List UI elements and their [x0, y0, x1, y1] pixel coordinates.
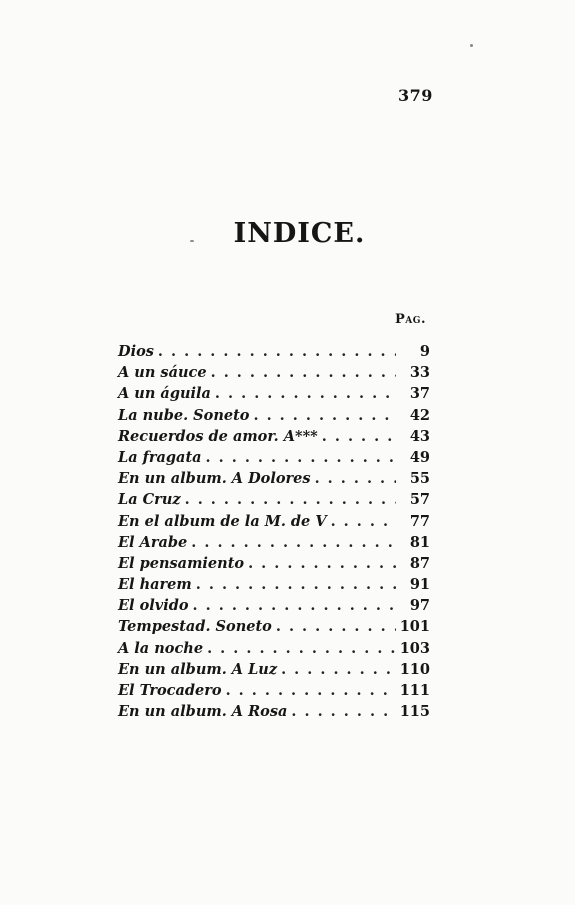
toc-entry [118, 470, 430, 491]
toc-entry-page: 87 [409, 554, 430, 572]
toc-entry-page: 81 [409, 533, 430, 551]
toc-entry [118, 640, 430, 661]
table-of-contents [118, 343, 430, 724]
toc-entry [118, 407, 430, 428]
toc-entry [118, 385, 430, 406]
toc-leader-dots [281, 661, 396, 678]
toc-entry-title: A un águila [118, 385, 211, 403]
toc-entry-title: El Trocadero [118, 682, 222, 699]
toc-entry-page: 91 [409, 576, 430, 594]
toc-leader-dots [211, 364, 396, 381]
toc-leader-dots [196, 576, 396, 593]
toc-entry-title: La fragata [118, 448, 202, 466]
toc-entry [118, 682, 430, 703]
toc-entry [118, 703, 430, 724]
toc-entry-title: El Arabe [118, 533, 188, 551]
page-speck [190, 240, 194, 242]
toc-entry [118, 661, 430, 682]
toc-entry-title: Tempestad. Soneto [118, 618, 272, 636]
page-number: 379 [398, 86, 433, 105]
toc-entry-title: El pensamiento [118, 554, 245, 572]
toc-entry-page: 33 [409, 364, 430, 382]
toc-leader-dots [253, 407, 396, 424]
toc-entry-page: 49 [409, 448, 430, 466]
page-column-header: Pag. [395, 312, 426, 327]
toc-entry-page: 77 [409, 512, 430, 530]
toc-entry-page: 9 [419, 343, 430, 360]
toc-leader-dots [248, 555, 396, 572]
toc-leader-dots [276, 618, 396, 635]
toc-entry-page: 43 [409, 427, 430, 445]
toc-entry-title: A la noche [118, 639, 204, 657]
toc-leader-dots [322, 428, 396, 445]
toc-entry-title: En un album. A Luz [118, 660, 278, 678]
toc-entry-page: 97 [409, 597, 430, 615]
toc-leader-dots [291, 703, 396, 720]
toc-leader-dots [206, 449, 396, 466]
toc-entry [118, 576, 430, 597]
toc-entry-page: 111 [399, 682, 430, 699]
toc-leader-dots [315, 470, 396, 487]
toc-entry [118, 534, 430, 555]
toc-leader-dots [215, 385, 396, 402]
toc-entry-page: 37 [409, 385, 430, 403]
toc-entry-title: El olvido [118, 597, 189, 615]
toc-entry-title: Recuerdos de amor. A*** [118, 427, 318, 445]
toc-entry [118, 343, 430, 364]
toc-entry-page: 55 [409, 470, 430, 488]
toc-leader-dots [191, 534, 396, 551]
toc-leader-dots [185, 491, 396, 508]
toc-entry [118, 491, 430, 512]
toc-entry [118, 555, 430, 576]
toc-entry-title: La Cruz [118, 491, 181, 509]
toc-entry-title: La nube. Soneto [118, 406, 250, 424]
toc-entry [118, 449, 430, 470]
toc-leader-dots [193, 597, 396, 614]
page-speck [470, 44, 473, 47]
toc-entry-title: El harem [118, 576, 192, 594]
toc-entry-page: 115 [399, 703, 430, 721]
toc-entry [118, 618, 430, 639]
toc-leader-dots [331, 513, 396, 530]
toc-entry-page: 57 [409, 491, 430, 509]
toc-leader-dots [207, 640, 396, 657]
toc-entry-page: 42 [409, 406, 430, 424]
toc-entry [118, 364, 430, 385]
toc-entry-title: A un sáuce [118, 364, 207, 382]
toc-entry-title: Dios [118, 343, 154, 360]
toc-entry [118, 597, 430, 618]
toc-entry-page: 103 [399, 639, 430, 657]
toc-entry-title: En un album. A Dolores [118, 470, 311, 488]
toc-leader-dots [226, 682, 396, 699]
toc-entry-page: 110 [399, 660, 430, 678]
toc-entry-title: En el album de la M. de V [118, 512, 327, 530]
toc-entry [118, 428, 430, 449]
page-title: INDICE. [233, 218, 366, 249]
toc-entry [118, 513, 430, 534]
toc-leader-dots [158, 343, 396, 360]
toc-entry-title: En un album. A Rosa [118, 703, 288, 721]
toc-entry-page: 101 [399, 618, 430, 636]
